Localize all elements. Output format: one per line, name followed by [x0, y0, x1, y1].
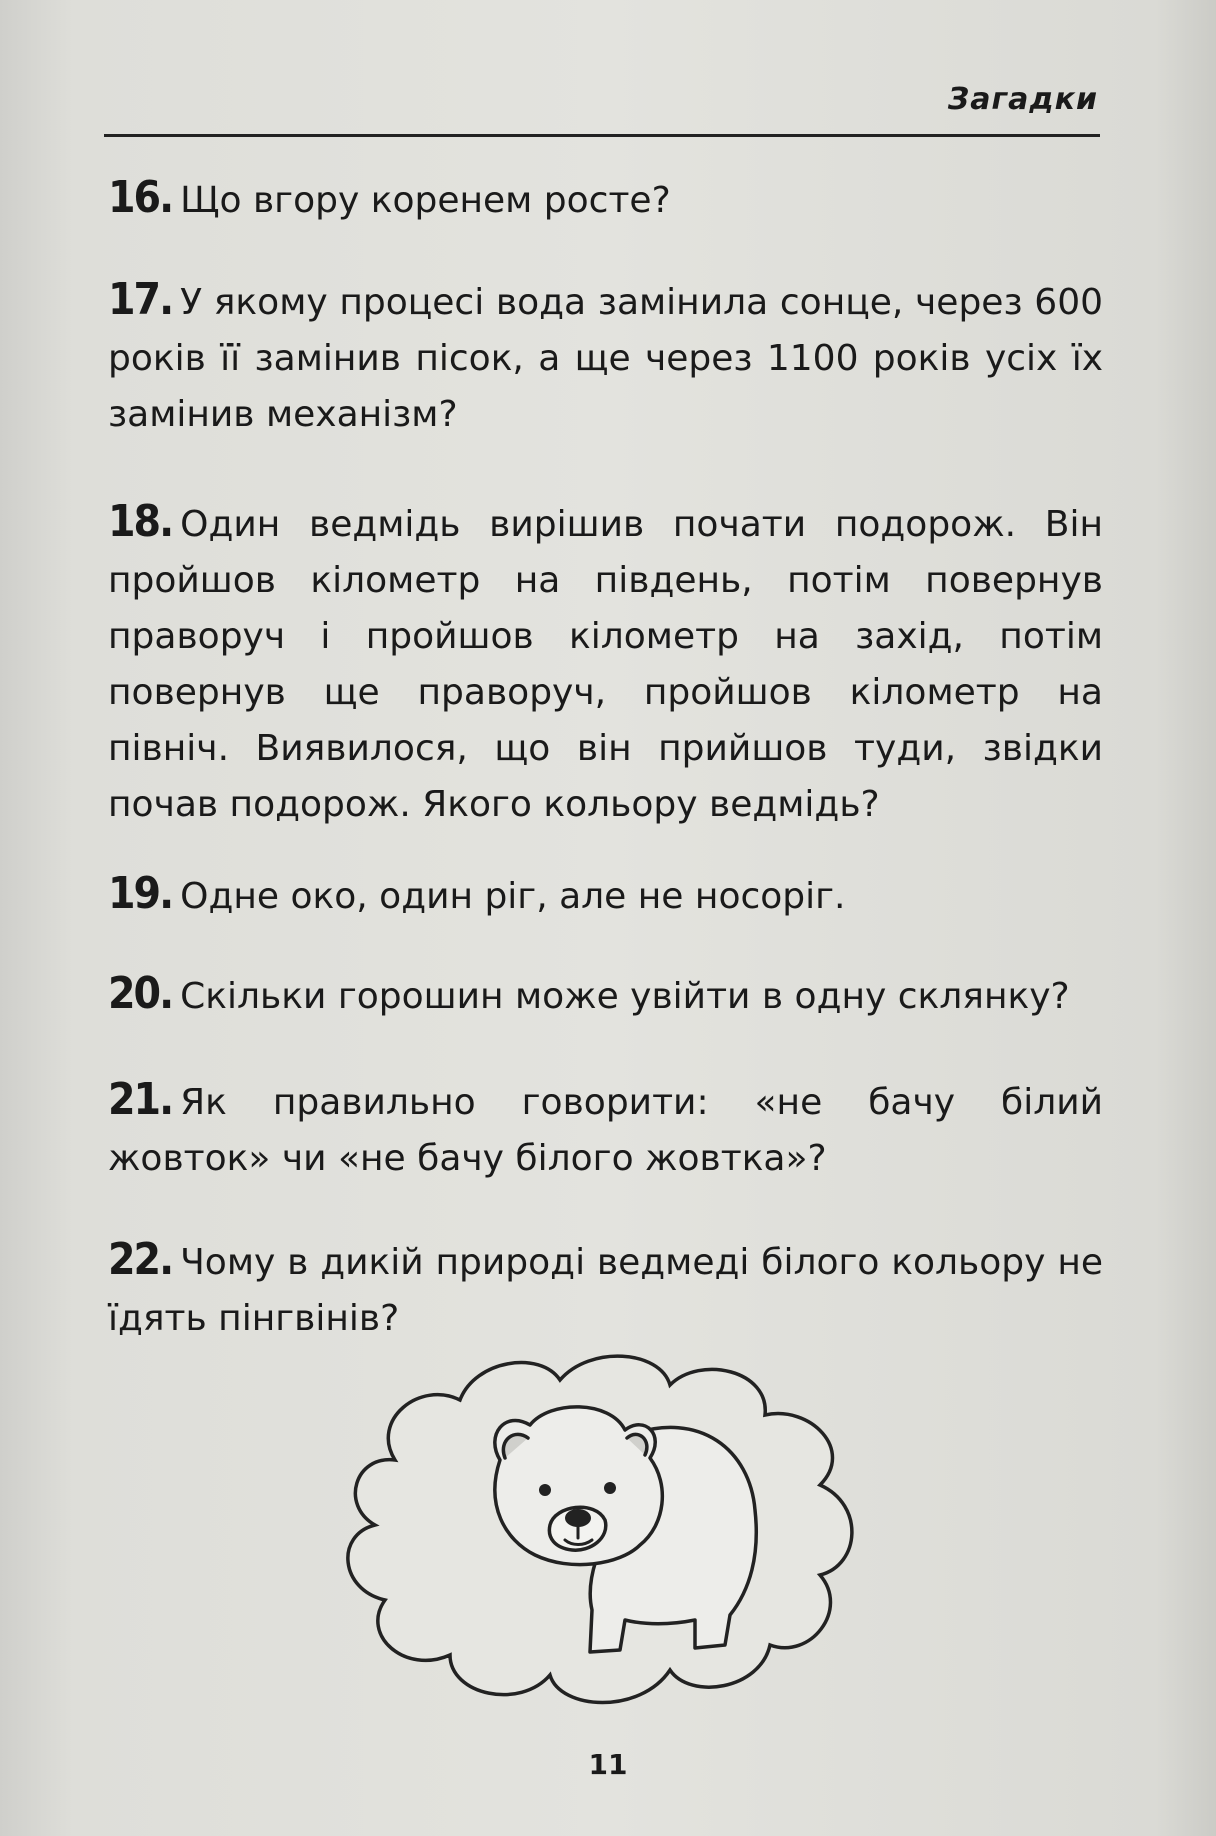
riddle-21	[108, 1072, 1103, 1187]
riddle-number: 18.	[108, 496, 173, 547]
riddle-number: 21.	[108, 1074, 173, 1125]
riddle-text: Один ведмідь вирішив почати подорож. Він пройшов кілометр на південь, потім повернув праворуч і пройшов кілометр на захід, потім повернув ще праворуч, пройшов кілометр на північ. Виявилося, що він прийшов туди, звідки почав подорож. Якого кольору ведмідь?	[108, 504, 1103, 825]
riddle-text: Одне око, один ріг, але не носоріг.	[180, 876, 846, 917]
riddle-text: Як правильно говорити: «не бачу білий жовток» чи «не бачу білого жовтка»?	[108, 1082, 1103, 1179]
riddle-22	[108, 1232, 1103, 1347]
riddle-number: 16.	[108, 172, 173, 223]
riddle-20	[108, 966, 1103, 1025]
riddle-16	[108, 170, 1103, 229]
riddle-text: Скільки горошин може увійти в одну склянку?	[180, 976, 1070, 1017]
riddle-number: 22.	[108, 1234, 173, 1285]
bear-in-cloud-icon	[300, 1340, 890, 1720]
riddle-text: У якому процесі вода замінила сонце, через 600 років її замінив пісок, а ще через 1100 років усіх їх замінив механізм?	[108, 282, 1103, 435]
riddle-text: Чому в дикій природі ведмеді білого кольору не їдять пінгвінів?	[108, 1242, 1103, 1339]
header-divider	[104, 134, 1100, 137]
riddle-number: 17.	[108, 274, 173, 325]
riddle-17	[108, 272, 1103, 443]
riddle-18	[108, 494, 1103, 833]
section-title: Загадки	[947, 82, 1098, 117]
riddle-19	[108, 866, 1103, 925]
riddle-number: 20.	[108, 968, 173, 1019]
riddle-number: 19.	[108, 868, 173, 919]
page-number: 11	[588, 1748, 628, 1781]
riddle-text: Що вгору коренем росте?	[180, 180, 671, 221]
